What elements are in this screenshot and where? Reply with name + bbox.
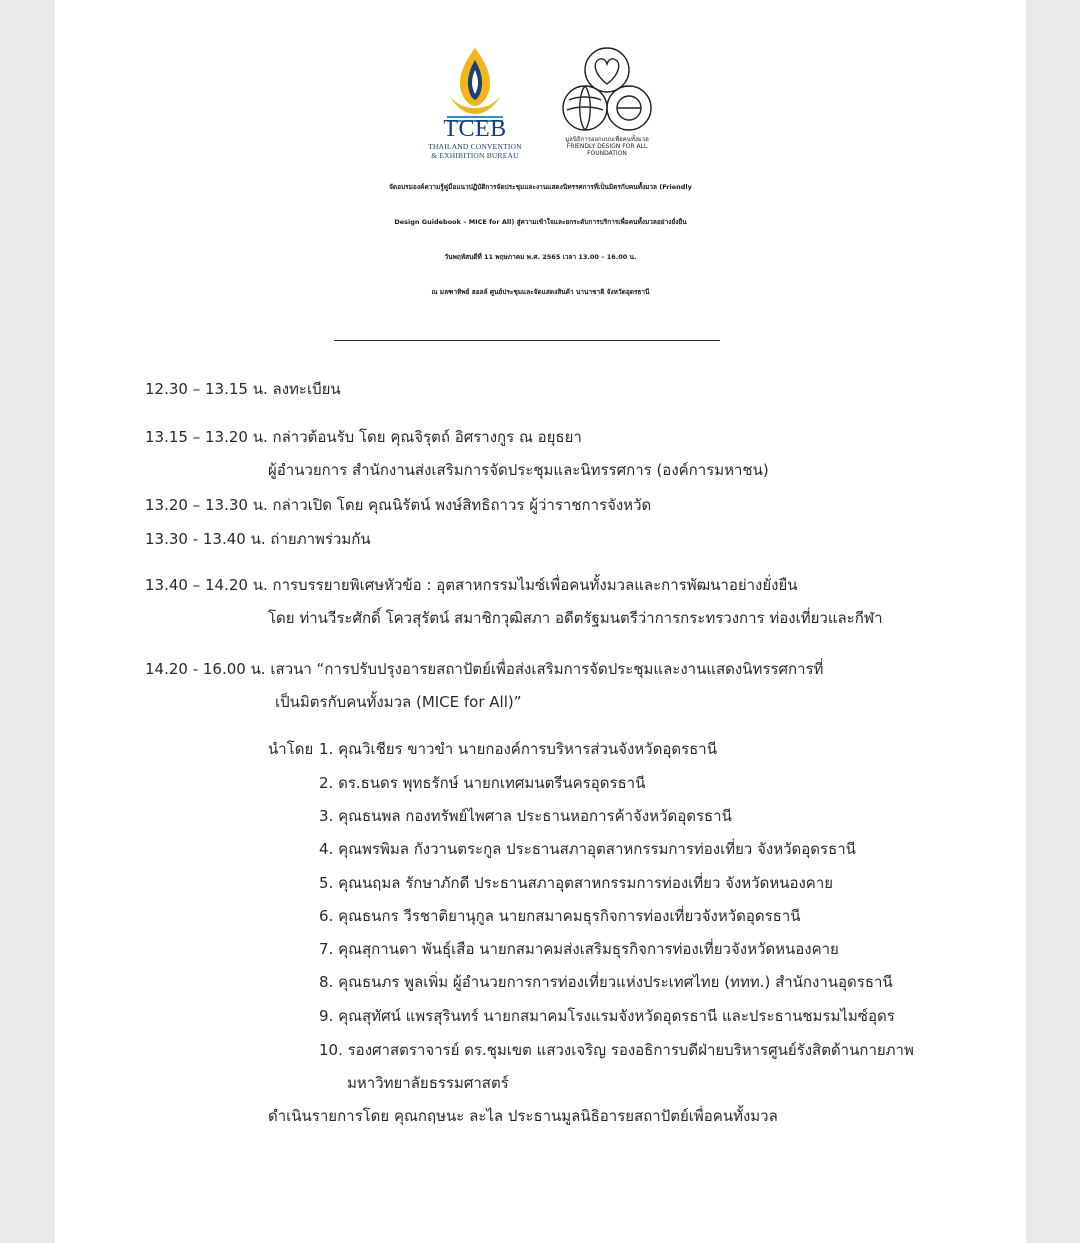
agenda-time: 14.20 - 16.00 น. [145,660,266,678]
panel-member: 8. คุณธนภร พูลเพิ่ม ผู้อำนวยการการท่องเที่ยวแห่งประเทศไทย (ททท.) สำนักงานอุดรธานี [319,973,893,991]
heading-line-4: ณ มลฑาทิพย์ ฮอลล์ ศูนย์ประชุมและจัดแสดงสินค้า นานาชาติ จังหวัดอุดรธานี [431,288,650,296]
agenda-text: การบรรยายพิเศษหัวข้อ : อุตสาหกรรมไมซ์เพื่อคนทั้งมวลและการพัฒนาอย่างยั่งยืน [272,576,798,594]
heading-line-3: วันพฤหัสบดีที่ 11 พฤษภาคม พ.ศ. 2565 เวลา 13.00 – 16.00 น. [444,253,637,261]
agenda-subline: ผู้อำนวยการ สำนักงานส่งเสริมการจัดประชุมและนิทรรศการ (องค์การมหาชน) [268,461,769,479]
tceb-wordmark: TCEB [443,116,507,142]
panel-member-continued: มหาวิทยาลัยธรรมศาสตร์ [347,1074,509,1092]
agenda-time: 12.30 – 13.15 น. [145,380,268,398]
moderator-line: ดำเนินรายการโดย คุณกฤษนะ ละไล ประธานมูลนิธิอารยสถาปัตย์เพื่อคนทั้งมวล [268,1107,778,1125]
panel-member: 5. คุณนฤมล รักษาภักดี ประธานสภาอุตสาหกรรมการท่องเที่ยว จังหวัดหนองคาย [319,874,834,892]
agenda-time: 13.30 - 13.40 น. [145,530,266,548]
logo-bar [55,0,1026,165]
panel-member: 10. รองศาสตราจารย์ ดร.ชุมเขต แสวงเจริญ รองอธิการบดีฝ่ายบริหารศูนย์รังสิตด้านกายภาพ [319,1041,914,1059]
agenda-text: กล่าวต้อนรับ โดย คุณจิรุตถ์ อิศรางกูร ณ อยุธยา [272,428,582,446]
agenda-item [145,378,341,400]
friendly-design-logo [552,44,662,164]
agenda-time: 13.40 – 14.20 น. [145,576,268,594]
panel-member: 4. คุณพรพิมล กังวานตระกูล ประธานสภาอุตสาหกรรมการท่องเที่ยว จังหวัดอุดรธานี [319,840,856,858]
foundation-name-thai: มูลนิธิการออกแบบเพื่อคนทั้งมวล [565,136,649,143]
friendly-design-circles-icon [552,44,662,136]
document-page [55,0,1026,1243]
tceb-subtitle-1: THAILAND CONVENTION [428,142,522,151]
heading-divider [334,340,720,341]
agenda-item [145,658,823,680]
heading-line-1: จัดอบรมองค์ความรู้คู่มือแนวปฏิบัติการจัดประชุมและงานแสดงนิทรรศการที่เป็นมิตรกับคนทั้งมวล (Friendly [389,183,692,191]
heading-line-2: Design Guidebook – MICE for All) สู่ความเข้าใจและยกระดับการบริการเพื่อคนทั้งมวลอย่างยั่งยืน [394,218,687,226]
document-heading [55,170,1026,310]
agenda-item [145,528,371,550]
agenda-subline: เป็นมิตรกับคนทั้งมวล (MICE for All)” [275,693,522,711]
tceb-flame-icon [442,46,508,124]
agenda-time: 13.15 – 13.20 น. [145,428,268,446]
agenda-subline: โดย ท่านวีระศักดิ์ โควสุรัตน์ สมาชิกวุฒิสภา อดีตรัฐมนตรีว่าการกระทรวงการ ท่องเที่ยวและกีฬา [268,609,883,627]
panel-member: 6. คุณธนกร วีรชาติยานุกูล นายกสมาคมธุรกิจการท่องเที่ยวจังหวัดอุดรธานี [319,907,801,925]
agenda-item [145,426,582,448]
panel-member: 7. คุณสุกานดา พันธุ์เสือ นายกสมาคมส่งเสริมธุรกิจการท่องเที่ยวจังหวัดหนองคาย [319,940,839,958]
panel-member: 1. คุณวิเชียร ขาวขำ นายกองค์การบริหารส่วนจังหวัดอุดรธานี [319,740,717,758]
tceb-logo [420,44,530,160]
agenda-item [145,574,798,596]
panel-member: 9. คุณสุทัศน์ แพรสุรินทร์ นายกสมาคมโรงแรมจังหวัดอุดรธานี และประธานชมรมไมซ์อุดร [319,1007,895,1025]
agenda-item [145,494,651,516]
agenda-text: กล่าวเปิด โดย คุณนิรัตน์ พงษ์สิทธิถาวร ผู้ว่าราชการจังหวัด [272,496,652,514]
agenda-text: ลงทะเบียน [272,380,341,398]
agenda-text: เสวนา “การปรับปรุงอารยสถาปัตย์เพื่อส่งเสริมการจัดประชุมและงานแสดงนิทรรศการที่ [270,660,824,678]
tceb-subtitle-2: & EXHIBITION BUREAU [431,151,519,160]
agenda-text: ถ่ายภาพร่วมกัน [270,530,371,548]
panel-member: 3. คุณธนพล กองทรัพย์ไพศาล ประธานหอการค้าจังหวัดอุดรธานี [319,807,732,825]
agenda-time: 13.20 – 13.30 น. [145,496,268,514]
panel-lead: นำโดย [268,740,314,758]
foundation-name-english: FRIENDLY DESIGN FOR ALL FOUNDATION [566,143,648,157]
panel-member: 2. ดร.ธนดร พุทธรักษ์ นายกเทศมนตรีนครอุดรธานี [319,774,646,792]
